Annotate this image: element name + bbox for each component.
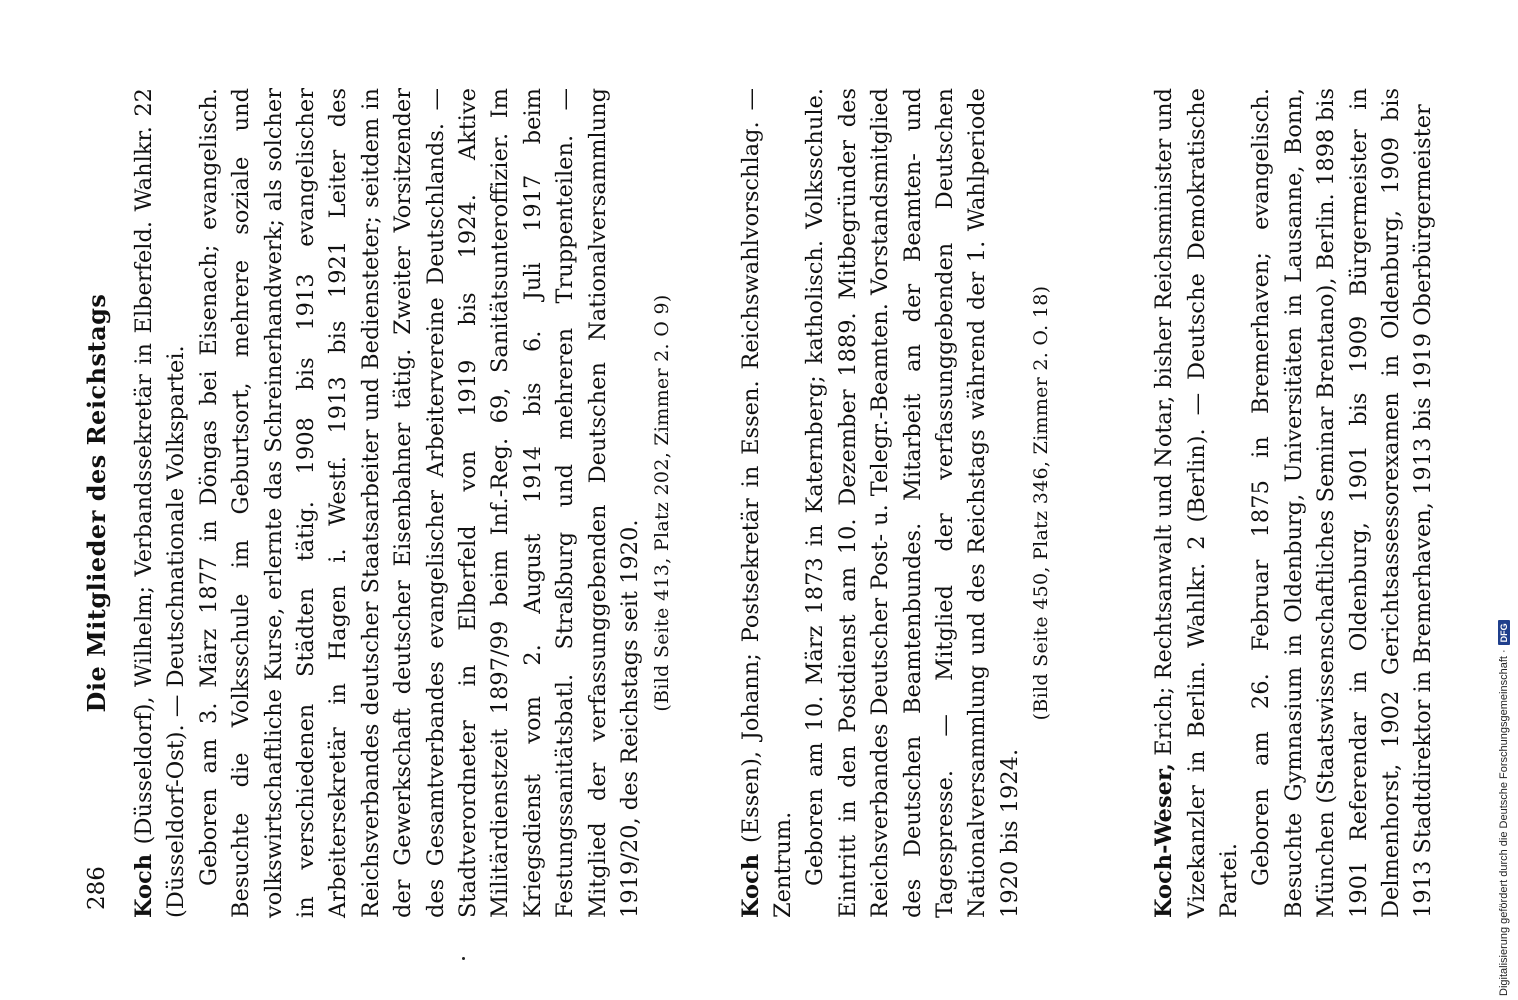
page-number: 286	[84, 866, 110, 910]
digitization-imprint	[1498, 620, 1510, 996]
scan-speck	[462, 957, 465, 960]
entry-lead	[128, 88, 193, 918]
entry-intro: (Essen), Johann; Postsekretär in Essen. Reichswahlvorschlag. — Zentrum.	[737, 88, 796, 918]
entry-intro: (Düsseldorf), Wilhelm; Verbandssekretär in Elberfeld. Wahlkr. 22 (Düsseldorf-Ost). — Deutschnationale Volkspartei.	[131, 88, 190, 918]
entry-body: Geboren am 26. Februar 1875 in Bremerhaven; evangelisch. Besuchte Gymnasium in Oldenburg, Universitäten in Lausanne, Bonn, München (Staatswissenschaftliches Seminar Brentano), Berlin. 1898 bis 1901 Referendar in Oldenburg, 1901 bis 1909 Bürgermeister in Delmenhorst, 1902 Gerichtsassessorexamen in Oldenburg, 1909 bis 1913 Stadtdirektor in Bremerhaven, 1913 bis 1919 Oberbürgermeister	[1248, 88, 1437, 918]
imprint-text: Digitalisierung gefördert durch die Deutsche Forschungsgemeinschaft ·	[1498, 649, 1510, 996]
entry-spacer	[1056, 88, 1148, 918]
entry-spacer	[677, 88, 735, 918]
entry-name: Koch	[737, 853, 764, 918]
dfg-logo-icon: DFG	[1498, 620, 1510, 645]
entry-body: Geboren am 10. März 1873 in Katernberg; katholisch. Volksschule. Eintritt in den Postdienst am 10. Dezember 1889. Mitbegründer des Reichsverbandes Deutscher Post- u. Telegr.-Beamten. Vorstandsmitglied des Deutschen Beamtenbundes. Mitarbeit an der Beamten- und Tagespresse. — Mitglied der verfassunggebenden Deutschen Nationalversammlung und des Reichstags während der 1. Wahlperiode 1920 bis 1924.	[802, 88, 1023, 918]
entry-lead	[735, 88, 800, 918]
running-title: Die Mitglieder des Reichstags	[82, 293, 111, 713]
entry-koch-weser	[1148, 88, 1440, 918]
entry-koch-essen	[735, 88, 1057, 918]
entry-caption: (Bild Seite 413, Platz 202, Zimmer 2. O 9)	[650, 294, 673, 712]
page-body	[78, 88, 1440, 918]
page-header	[78, 88, 118, 918]
entry-caption: (Bild Seite 450, Platz 346, Zimmer 2. O. 18)	[1030, 285, 1053, 721]
entry-lead	[1148, 88, 1245, 918]
entry-body: Geboren am 3. März 1877 in Döngas bei Eisenach; evangelisch. Besuchte die Volksschule im Geburtsort, mehrere soziale und volkswirtschaftliche Kurse, erlernte das Schreinerhandwerk; als solcher in verschiedenen Städten tätig. 1908 bis 1913 evangelischer Arbeitersekretär in Hagen i. Westf. 1913 bis 1921 Leiter des Reichsverbandes deutscher Staatsarbeiter und Bediensteter; seitdem in der Gewerkschaft deutscher Eisenbahner tätig. Zweiter Vorsitzender des Gesamtverbandes evangelischer Arbeitervereine Deutschlands. — Stadtverordneter in Elberfeld von 1919 bis 1924. Aktive Militärdienstzeit 1897/99 beim Inf.-Reg. 69, Sanitätsunteroffizier. Im Kriegsdienst vom 2. August 1914 bis 6. Juli 1917 beim Festungssanitätsbatl. Straßburg und mehreren Truppenteilen. — Mitglied der verfassunggebenden Deutschen Nationalversammlung 1919/20, des Reichstags seit 1920.	[195, 88, 644, 918]
entry-koch-duesseldorf	[128, 88, 677, 918]
entry-intro: Erich; Rechtsanwalt und Notar, bisher Reichsminister und Vizekanzler in Berlin. Wahlkr. 2 (Berlin). — Deutsche Demokratische Partei.	[1151, 88, 1242, 918]
entry-name: Koch	[131, 853, 157, 918]
entry-name: Koch-Weser,	[1151, 762, 1178, 918]
